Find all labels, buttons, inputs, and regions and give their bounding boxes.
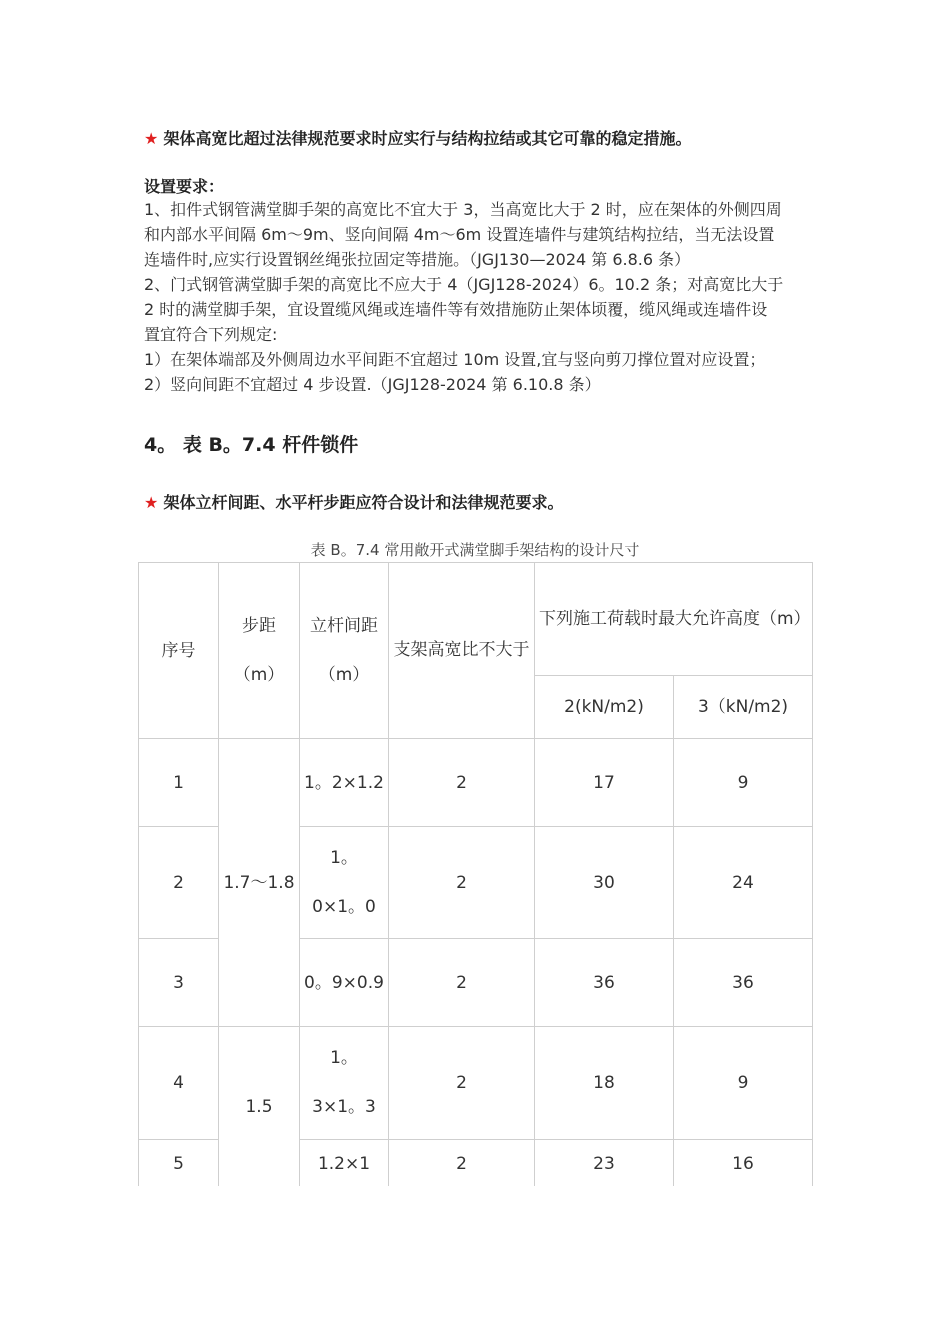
- cell-height-load-2: 17: [535, 739, 674, 827]
- setup-requirements-body: [144, 197, 824, 397]
- cell-height-load-2: 18: [535, 1027, 674, 1140]
- section-heading: 4。 表 B。7.4 杆件锁件: [144, 434, 359, 456]
- cell-seq: 5: [139, 1140, 219, 1188]
- body-line: 2）竖向间距不宜超过 4 步设置.（JGJ128-2024 第 6.10.8 条）: [144, 375, 601, 394]
- stability-note: [144, 126, 691, 149]
- spacing-note-text: 架体立杆间距、水平杆步距应符合设计和法律规范要求。: [163, 493, 564, 512]
- cell-height-load-3: 36: [674, 939, 813, 1027]
- star-icon: ★: [144, 129, 159, 148]
- header-pole-spacing: 立杆间距（m）: [300, 563, 389, 739]
- cell-height-load-2: 36: [535, 939, 674, 1027]
- cell-height-load-3: 24: [674, 827, 813, 939]
- cell-ratio: 2: [389, 739, 535, 827]
- cell-pole-spacing: 1。2×1.2: [300, 739, 389, 827]
- cell-height-load-3: 9: [674, 1027, 813, 1140]
- header-height-width-ratio: 支架高宽比不大于: [389, 563, 535, 739]
- cell-seq: 2: [139, 827, 219, 939]
- cell-ratio: 2: [389, 1140, 535, 1188]
- star-icon: ★: [144, 493, 159, 512]
- body-line: 置宜符合下列规定:: [144, 325, 278, 344]
- cell-step-group: 1.5: [219, 1027, 300, 1188]
- cell-ratio: 2: [389, 1027, 535, 1140]
- cell-height-load-2: 30: [535, 827, 674, 939]
- cell-pole-spacing: 0。9×0.9: [300, 939, 389, 1027]
- cell-pole-spacing: 1。3×1。3: [300, 1027, 389, 1140]
- cell-seq: 4: [139, 1027, 219, 1140]
- cell-pole-spacing: 1.2×1: [300, 1140, 389, 1188]
- setup-requirements-title: 设置要求：: [144, 177, 225, 196]
- spacing-note: [144, 490, 563, 513]
- body-line: 2 时的满堂脚手架，宜设置缆风绳或连墙件等有效措施防止架体顷覆，缆风绳或连墙件设: [144, 300, 768, 319]
- cell-seq: 3: [139, 939, 219, 1027]
- cell-pole-spacing: 1。0×1。0: [300, 827, 389, 939]
- cell-ratio: 2: [389, 827, 535, 939]
- header-step: 步距（m）: [219, 563, 300, 739]
- header-load-2: 2(kN/m2): [535, 676, 674, 739]
- header-load-3: 3（kN/m2): [674, 676, 813, 739]
- body-line: 1）在架体端部及外侧周边水平间距不宜超过 10m 设置,宜与竖向剪刀撑位置对应设置；: [144, 350, 766, 369]
- page-cutoff: [130, 1186, 830, 1206]
- header-max-height: 下列施工荷载时最大允许高度（m）: [535, 563, 813, 676]
- table-caption: 表 B。7.4 常用敞开式满堂脚手架结构的设计尺寸: [310, 541, 640, 559]
- stability-note-text: 架体高宽比超过法律规范要求时应实行与结构拉结或其它可靠的稳定措施。: [163, 129, 692, 148]
- body-line: 1、扣件式钢管满堂脚手架的高宽比不宜大于 3，当高宽比大于 2 时，应在架体的外侧四周: [144, 200, 782, 219]
- body-line: 连墙件时,应实行设置钢丝绳张拉固定等措施。（JGJ130—2024 第 6.8.6 条）: [144, 250, 691, 269]
- cell-height-load-3: 16: [674, 1140, 813, 1188]
- cell-seq: 1: [139, 739, 219, 827]
- design-size-table: [138, 562, 813, 1188]
- cell-ratio: 2: [389, 939, 535, 1027]
- body-line: 2、门式钢管满堂脚手架的高宽比不应大于 4（JGJ128-2024）6。10.2 条；对高宽比大于: [144, 275, 784, 294]
- header-seq: 序号: [139, 563, 219, 739]
- cell-step-group: 1.7～1.8: [219, 739, 300, 1027]
- cell-height-load-3: 9: [674, 739, 813, 827]
- cell-height-load-2: 23: [535, 1140, 674, 1188]
- body-line: 和内部水平间隔 6m～9m、竖向间隔 4m～6m 设置连墙件与建筑结构拉结，当无法设置: [144, 225, 775, 244]
